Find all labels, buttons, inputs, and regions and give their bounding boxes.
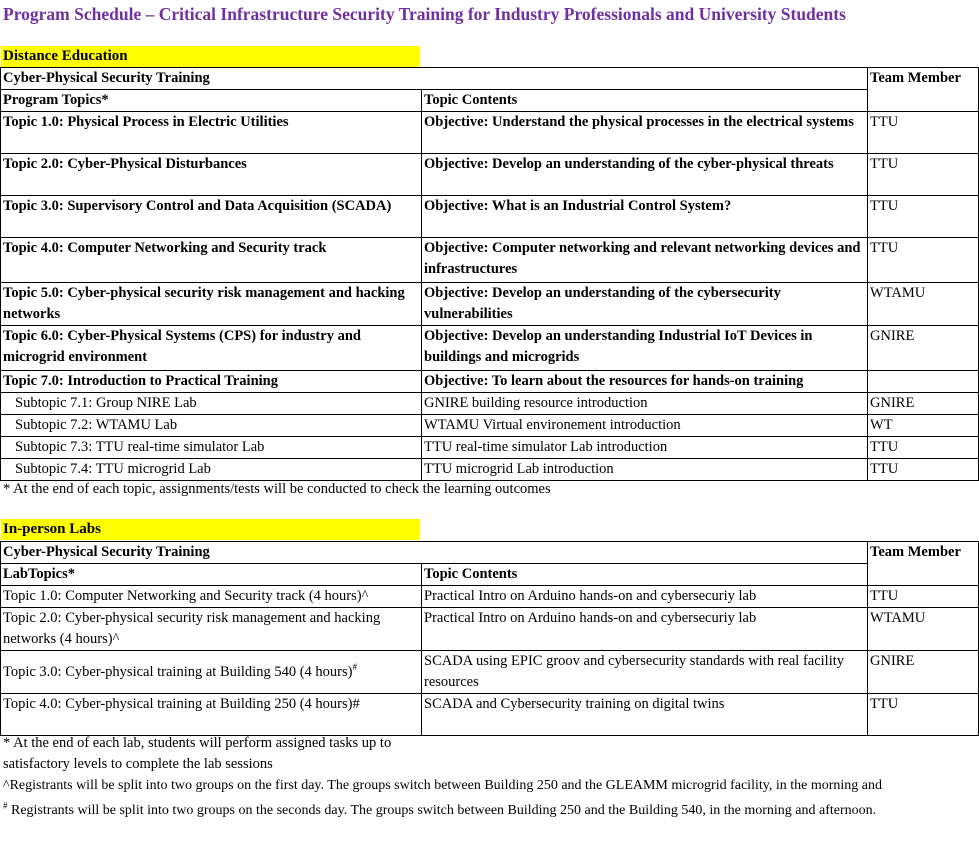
content-cell: Objective: What is an Industrial Control System? [422, 196, 868, 238]
table-row [1, 415, 979, 437]
content-cell: Practical Intro on Arduino hands-on and cybersecuriy lab [422, 586, 868, 608]
content-cell: Objective: To learn about the resources for hands-on training [422, 371, 868, 393]
training-title: Cyber-Physical Security Training [1, 68, 868, 90]
subtopic-cell: Subtopic 7.2: WTAMU Lab [1, 415, 422, 437]
content-cell: Practical Intro on Arduino hands-on and cybersecuriy lab [422, 608, 868, 651]
lab-note-line-3: ^Registrants will be split into two groups on the first day. The groups switch between Building 250 and the GLEAMM microgrid facility, in the morning and [3, 778, 882, 793]
table-row [1, 437, 979, 459]
section-label-distance-education: Distance Education [1, 46, 420, 67]
lab-note-line-4 [3, 800, 876, 821]
table-row [1, 196, 979, 238]
team-member-header: Team Member [868, 542, 979, 586]
content-cell: GNIRE building resource introduction [422, 393, 868, 415]
lab-topics-header: LabTopics* [1, 564, 422, 586]
member-cell: TTU [868, 196, 979, 238]
distance-education-table [0, 67, 979, 481]
member-cell: TTU [868, 154, 979, 196]
member-cell: GNIRE [868, 393, 979, 415]
member-cell: TTU [868, 694, 979, 736]
topic-cell: Topic 3.0: Supervisory Control and Data Acquisition (SCADA) [1, 196, 422, 238]
member-cell: TTU [868, 586, 979, 608]
content-cell: Objective: Develop an understanding Industrial IoT Devices in buildings and microgrids [422, 326, 868, 371]
topic-contents-header: Topic Contents [422, 564, 868, 586]
lab-note-line-4-text: Registrants will be split into two groups on the seconds day. The groups switch between Building 250 and the Building 540, in the morning and afternoon. [7, 803, 877, 818]
team-member-header: Team Member [868, 68, 979, 112]
table-row [1, 326, 979, 371]
topic-cell: Topic 2.0: Cyber-Physical Disturbances [1, 154, 422, 196]
content-cell: SCADA using EPIC groov and cybersecurity standards with real facility resources [422, 651, 868, 694]
content-cell: Objective: Understand the physical processes in the electrical systems [422, 112, 868, 154]
topic-cell: Topic 2.0: Cyber-physical security risk management and hacking networks (4 hours)^ [1, 608, 422, 651]
subtopic-cell: Subtopic 7.4: TTU microgrid Lab [1, 459, 422, 481]
member-cell: TTU [868, 459, 979, 481]
topic-cell: Topic 1.0: Physical Process in Electric Utilities [1, 112, 422, 154]
table-row [1, 371, 979, 393]
table-row [1, 608, 979, 651]
content-cell: TTU microgrid Lab introduction [422, 459, 868, 481]
topic-cell [1, 651, 422, 694]
member-cell [868, 371, 979, 393]
subtopic-cell: Subtopic 7.1: Group NIRE Lab [1, 393, 422, 415]
topic-cell: Topic 1.0: Computer Networking and Security track (4 hours)^ [1, 586, 422, 608]
member-cell: WT [868, 415, 979, 437]
content-cell: SCADA and Cybersecurity training on digital twins [422, 694, 868, 736]
topic-cell: Topic 7.0: Introduction to Practical Training [1, 371, 422, 393]
topic-cell: Topic 5.0: Cyber-physical security risk management and hacking networks [1, 283, 422, 326]
content-cell: Objective: Computer networking and relevant networking devices and infrastructures [422, 238, 868, 283]
content-cell: Objective: Develop an understanding of the cyber-physical threats [422, 154, 868, 196]
member-cell: GNIRE [868, 326, 979, 371]
topic-cell: Topic 6.0: Cyber-Physical Systems (CPS) for industry and microgrid environment [1, 326, 422, 371]
content-cell: TTU real-time simulator Lab introduction [422, 437, 868, 459]
table-row [1, 283, 979, 326]
table-row [1, 694, 979, 736]
member-cell: TTU [868, 112, 979, 154]
distance-footnote: * At the end of each topic, assignments/tests will be conducted to check the learning outcomes [3, 481, 551, 497]
topic-cell: Topic 4.0: Computer Networking and Security track [1, 238, 422, 283]
topic-contents-header: Topic Contents [422, 90, 868, 112]
page-title: Program Schedule – Critical Infrastructure Security Training for Industry Professionals and University Students [3, 4, 846, 24]
member-cell: GNIRE [868, 651, 979, 694]
table-row [1, 393, 979, 415]
member-cell: WTAMU [868, 283, 979, 326]
member-cell: TTU [868, 437, 979, 459]
member-cell: WTAMU [868, 608, 979, 651]
table-row [1, 154, 979, 196]
lab-note-line-1: * At the end of each lab, students will perform assigned tasks up to [3, 735, 392, 751]
footnote-mark: # [3, 800, 8, 811]
footnote-mark: # [352, 661, 357, 672]
topic-cell: Topic 4.0: Cyber-physical training at Building 250 (4 hours)# [1, 694, 422, 736]
table-row [1, 112, 979, 154]
in-person-labs-table [0, 541, 979, 736]
section-label-in-person-labs: In-person Labs [1, 519, 420, 540]
table-row [1, 586, 979, 608]
program-topics-header: Program Topics* [1, 90, 422, 112]
content-cell: WTAMU Virtual environement introduction [422, 415, 868, 437]
subtopic-cell: Subtopic 7.3: TTU real-time simulator Lab [1, 437, 422, 459]
topic-text: Topic 3.0: Cyber-physical training at Building 540 (4 hours) [3, 663, 353, 680]
training-title: Cyber-Physical Security Training [1, 542, 868, 564]
table-row [1, 238, 979, 283]
table-row [1, 459, 979, 481]
member-cell: TTU [868, 238, 979, 283]
table-row [1, 651, 979, 694]
content-cell: Objective: Develop an understanding of the cybersecurity vulnerabilities [422, 283, 868, 326]
lab-note-line-2: satisfactory levels to complete the lab sessions [3, 756, 273, 772]
